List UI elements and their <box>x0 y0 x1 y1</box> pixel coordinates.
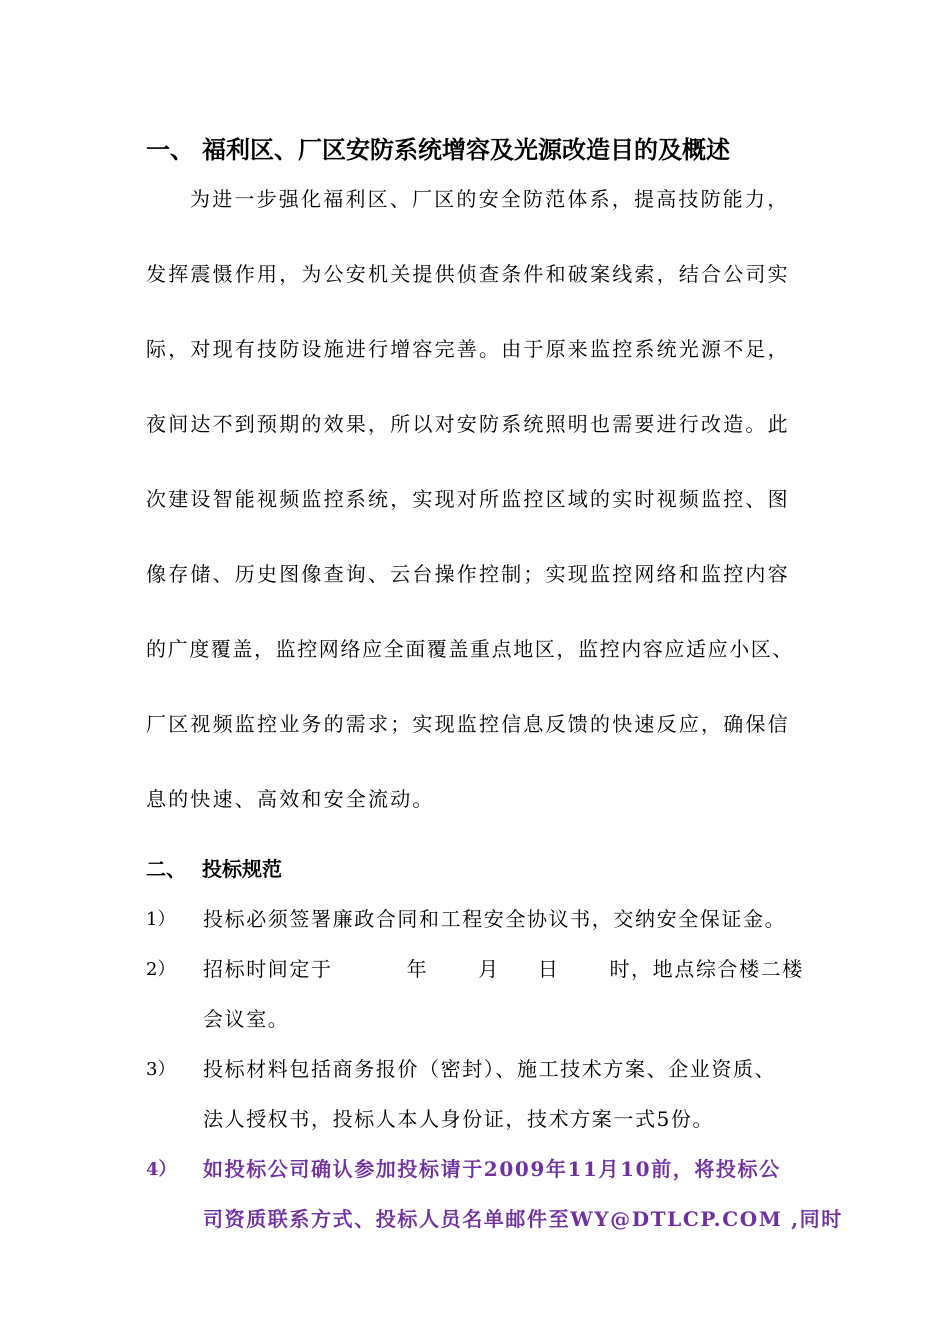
section-heading-2 <box>146 853 282 882</box>
list-item-text: 司资质联系方式、投标人员名单邮件至WY@DTLCP.COM ,同时 <box>203 1207 843 1231</box>
section-title: 投标规范 <box>202 857 282 881</box>
paragraph-line: 发挥震慑作用，为公安机关提供侦查条件和破案线索，结合公司实 <box>146 262 790 286</box>
list-item-text <box>203 953 804 982</box>
list-item-text: 会议室。 <box>203 1007 290 1031</box>
list-item-number: 4） <box>146 1159 177 1180</box>
paragraph-line: 为进一步强化福利区、厂区的安全防范体系，提高技防能力， <box>190 187 790 211</box>
time-suffix: 时，地点综合楼二楼 <box>609 957 804 981</box>
month-label: 月 <box>478 957 500 981</box>
section-heading-1 <box>146 130 730 165</box>
paragraph-line: 厂区视频监控业务的需求；实现监控信息反馈的快速反应，确保信 <box>146 712 790 736</box>
list-item-text: 投标材料包括商务报价（密封）、施工技术方案、企业资质、 <box>203 1057 777 1081</box>
list-item-text: 法人授权书，投标人本人身份证，技术方案一式5份。 <box>203 1107 715 1131</box>
paragraph-line: 际，对现有技防设施进行增容完善。由于原来监控系统光源不足， <box>146 337 790 361</box>
paragraph-line: 夜间达不到预期的效果，所以对安防系统照明也需要进行改造。此 <box>146 412 790 436</box>
list-item-text: 投标必须签署廉政合同和工程安全协议书，交纳安全保证金。 <box>203 907 787 931</box>
section-number: 一、 <box>146 136 194 164</box>
paragraph-line: 像存储、历史图像查询、云台操作控制；实现监控网络和监控内容 <box>146 562 790 586</box>
time-prefix: 招标时间定于 <box>203 957 333 981</box>
year-label: 年 <box>406 957 429 981</box>
day-label: 日 <box>537 957 560 981</box>
section-title: 福利区、厂区安防系统增容及光源改造目的及概述 <box>202 136 730 164</box>
list-item-number: 1） <box>146 909 176 930</box>
list-item-number: 2） <box>146 959 176 980</box>
list-item-text: 如投标公司确认参加投标请于2009年11月10前，将投标公 <box>203 1157 781 1181</box>
list-item-number: 3） <box>146 1059 176 1080</box>
paragraph-line: 次建设智能视频监控系统，实现对所监控区域的实时视频监控、图 <box>146 487 790 511</box>
section-number: 二、 <box>146 857 186 881</box>
paragraph-line: 的广度覆盖，监控网络应全面覆盖重点地区，监控内容应适应小区、 <box>146 637 794 661</box>
paragraph-line: 息的快速、高效和安全流动。 <box>146 787 435 811</box>
